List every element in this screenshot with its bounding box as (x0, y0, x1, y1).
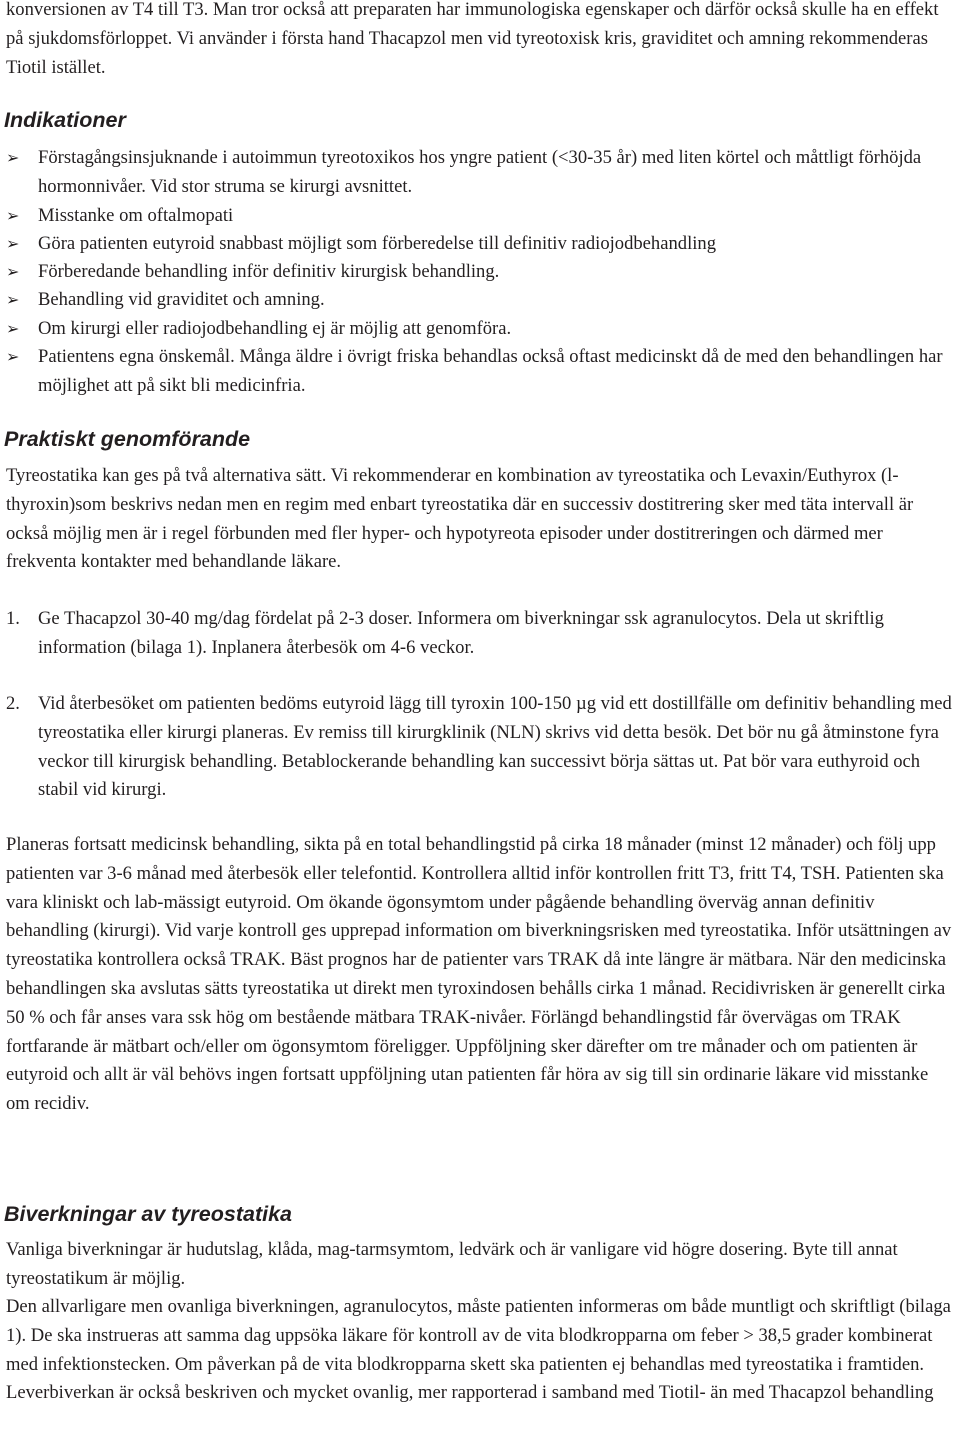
side-effects-paragraph-2: Den allvarligare men ovanliga biverkningen, agranulocytos, måste patienten informeras om både muntligt och skriftligt (bilaga 1). De ska instrueras att samma dag uppsöka läkare för kontroll av de vita blodkropparna om feber > 38,5 grader kombinerat med infektionstecken. Om påverkan på de vita blodkropparna skett ska patienten ej behandlas med tyreostatika i framtiden. Leverbiverkan är också beskriven och mycket ovanlig, mer rapporterad i samband med Tiotil- än med Thacapzol behandling (6, 1296, 951, 1404)
side-effects-paragraph-1: Vanliga biverkningar är hudutslag, klåda, mag-tarmsymtom, ledvärk och är vanligare vid högre dosering. Byte till annat tyreostatikum är möjlig. (6, 1239, 898, 1289)
intro-paragraph: konversionen av T4 till T3. Man tror också att preparaten har immunologiska egenskaper och därför också skulle ha en effekt på sjukdomsförloppet. Vi använder i första hand Thacapzol men vid tyreotoxisk kris, graviditet och amning rekommenderas Tiotil istället. (6, 0, 939, 78)
arrow-bullet-icon: ➢ (6, 319, 20, 338)
step-text: Vid återbesöket om patienten bedöms eutyroid lägg till tyroxin 100-150 µg vid ett dostillfälle om definitiv behandling med tyreostatika eller kirurgi planeras. Ev remiss till kirurgklinik (NLN) skrivs vid detta besök. Det bör nu gå åtminstone fyra veckor till kirurgisk behandling. Betablockerande behandling kan successivt börja sättas ut. Pat bör vara euthyroid och stabil vid kirurgi. (38, 693, 952, 801)
indication-item: ➢ Behandling vid graviditet och amning. (6, 286, 956, 315)
followup-paragraph: Planeras fortsatt medicinsk behandling, sikta på en total behandlingstid på cirka 18 månader (minst 12 månader) och följ upp patienten var 3-6 månad med återbesök eller telefontid. Kontrollera alltid inför kontrollen fritt T3, fritt T4, TSH. Patienten ska vara kliniskt och lab-mässigt eutyroid. Om ökande ögonsymtom under pågående behandling överväg annan definitiv behandling (kirurgi). Vid varje kontroll ges upprepad information om biverkningsrisken med tyreostatika. Inför utsättningen av tyreostatika kontrollera också TRAK. Bäst prognos har de patienter vars TRAK då inte längre är mätbara. När den medicinska behandlingen ska avslutas sätts tyreostatika ut direkt men tyroxindosen behålls cirka 1 månad. Recidivrisken är generellt cirka 50 % och får anses vara ssk hög om bestående mätbara TRAK-nivåer. Förlängd behandlingstid får övervägas om TRAK fortfarande är mätbart och/eller om ögonsymtom föreligger. Uppföljning sker därefter om tre månader och om patienten är eutyroid och allt är väl behövs ingen fortsatt uppföljning utan patienten får höra av sig till sin ordinarie läkare vid misstanke om recidiv. (6, 834, 952, 1115)
numbered-step (6, 690, 956, 805)
indication-item: ➢ Patientens egna önskemål. Många äldre i övrigt friska behandlas också oftast medicinskt då de med den behandlingen har möjlighet att på sikt bli medicinfria. (6, 343, 956, 401)
practical-paragraph: Tyreostatika kan ges på två alternativa sätt. Vi rekommenderar en kombination av tyreostatika och Levaxin/Euthyrox (l-thyroxin)som beskrivs nedan men en regim med enbart tyreostatika där en successiv dostitrering sker med täta intervall är också möjlig men är i regel förbunden med fler hyper- och hypotyreota episoder under dostitreringen och därmed mer frekventa kontakter med behandlande läkare. (6, 465, 914, 573)
heading-indikationer: Indikationer (4, 108, 126, 132)
arrow-bullet-icon: ➢ (6, 234, 20, 253)
indication-item: ➢ Förstagångsinsjuknande i autoimmun tyreotoxikos hos yngre patient (<30-35 år) med liten körtel och måttligt förhöjda hormonnivåer. Vid stor struma se kirurgi avsnittet. (6, 144, 956, 202)
step-number: 1. (6, 608, 20, 629)
arrow-bullet-icon: ➢ (6, 148, 20, 167)
arrow-bullet-icon: ➢ (6, 206, 20, 225)
step-number: 2. (6, 693, 20, 714)
heading-biverkningar: Biverkningar av tyreostatika (4, 1202, 292, 1226)
indication-item: ➢ Förberedande behandling inför definitiv kirurgisk behandling. (6, 258, 956, 287)
indication-item: ➢ Göra patienten eutyroid snabbast möjligt som förberedelse till definitiv radiojodbehandling (6, 230, 956, 259)
indication-item: ➢ Om kirurgi eller radiojodbehandling ej är möjlig att genomföra. (6, 315, 956, 344)
step-text: Ge Thacapzol 30-40 mg/dag fördelat på 2-3 doser. Informera om biverkningar ssk agranulocytos. Dela ut skriftlig information (bilaga 1). Inplanera återbesök om 4-6 veckor. (38, 608, 884, 658)
indication-item: ➢ Misstanke om oftalmopati (6, 202, 956, 231)
arrow-bullet-icon: ➢ (6, 347, 20, 366)
heading-praktiskt-genomforande: Praktiskt genomförande (4, 427, 251, 451)
arrow-bullet-icon: ➢ (6, 262, 20, 281)
arrow-bullet-icon: ➢ (6, 290, 20, 309)
numbered-step (6, 605, 956, 663)
